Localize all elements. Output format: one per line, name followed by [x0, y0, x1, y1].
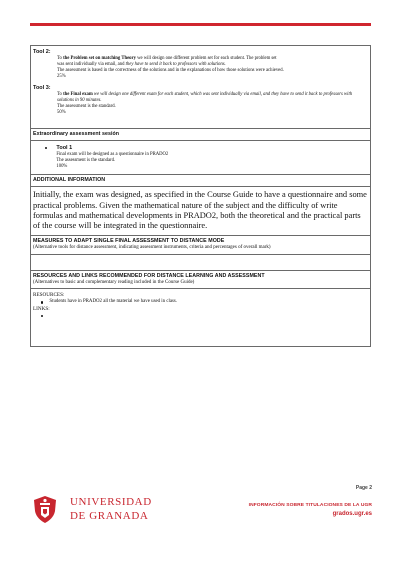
footer-right	[249, 485, 372, 517]
links-label: LINKS:	[33, 305, 50, 312]
extraordinary-heading-row	[31, 129, 370, 141]
tool3-body	[31, 92, 370, 116]
extraordinary-line2: The assessment is the standard.	[56, 158, 116, 164]
tool3-line1-c: we will design one different exam for each student, which was sent individually via email, and they have to send it back to professors with solutions in 90 minutes.	[57, 92, 353, 104]
university-name	[70, 495, 152, 523]
tool2-line2-a: was sent individually via email, and	[57, 62, 126, 68]
tool2-line1-b: the Problem set on matching Theory	[63, 56, 136, 61]
additional-body-row	[31, 187, 370, 236]
tool2-line1-a: To	[57, 56, 64, 61]
bullet-icon	[41, 315, 43, 317]
extraordinary-body	[31, 141, 370, 175]
tool2-line1-c: we will design one different problem set for each student. The problem set	[135, 56, 277, 61]
measures-row	[31, 236, 370, 254]
tool3-line1-a: To	[57, 92, 64, 98]
tool3-title: Tool 3:	[33, 85, 51, 92]
page-number: Page 2	[355, 485, 372, 491]
resources-body	[31, 289, 370, 321]
tool2-line2-b: they have to send it back to professors with solutions.	[125, 62, 226, 68]
resources-item-text: Students have in PRADO2 all the material we have used in class.	[49, 299, 178, 304]
extraordinary-tool-item	[45, 145, 368, 170]
tool3-line2: The assessment is the standard.	[57, 104, 116, 110]
links-list-item	[33, 313, 368, 318]
tool3-line1-b: the Final exam	[63, 92, 93, 98]
measures-empty-row	[31, 255, 370, 271]
extraordinary-weight: 100%	[56, 164, 68, 170]
tool3-weight: 50%	[57, 110, 66, 116]
additional-body: Initially, the exam was designed, as specified in the Course Guide to have a questionnaire and some practical problems. Given the mathematical nature of the subject and the difficulty of write formulas and mathematical developments in PRADO2, both the theoretical and the practical parts of the course will be integrated in the questionnaire.	[33, 190, 367, 231]
tools-section	[31, 46, 370, 129]
university-name-line1: UNIVERSIDAD	[70, 496, 152, 508]
header-accent-bar	[30, 23, 371, 26]
assessment-table	[30, 45, 371, 347]
tool2-title: Tool 2:	[33, 49, 51, 55]
extraordinary-line1: Final exam will be designed as a questionnaire in PRADO2	[56, 152, 169, 158]
additional-heading-row	[31, 175, 370, 187]
resources-heading: RESOURCES AND LINKS RECOMMENDED FOR DISTANCE LEARNING AND ASSESSMENT	[33, 272, 265, 279]
extraordinary-tool-title: Tool 1	[56, 145, 73, 152]
footer-info: INFORMACIÓN SOBRE TITULACIONES DE LA UGR	[248, 503, 372, 508]
bullet-icon	[41, 301, 43, 303]
extraordinary-heading: Extraordinary assessment sesión	[33, 131, 120, 138]
bullet-icon	[45, 147, 47, 149]
university-logo	[30, 493, 200, 525]
tool2-line3: The assessment is based in the correctness of the solutions and in the explanations of how those solutions were achieved.	[57, 68, 284, 74]
university-crest-icon	[30, 494, 60, 524]
resources-heading-row	[31, 271, 370, 289]
measures-subheading: (Alternative tools for distance assessment, indicating assessment instruments, criteria and percentages of overall mark)	[33, 245, 271, 251]
resources-list-item	[33, 299, 368, 306]
tool2-weight: 25%	[57, 74, 66, 80]
additional-heading: ADDITIONAL INFORMATION	[33, 177, 106, 184]
tool3-line1	[57, 92, 364, 104]
resources-subheading: (Alternatives to basic and complementary reading included in the Course Guide)	[33, 279, 195, 285]
university-name-line2: DE GRANADA	[70, 510, 149, 522]
resources-body-row	[31, 289, 370, 346]
extraordinary-tool-content	[56, 145, 168, 170]
footer-site-link[interactable]: grados.ugr.es	[332, 511, 372, 517]
measures-heading: MEASURES TO ADAPT SINGLE FINAL ASSESSMENT TO DISTANCE MODE	[33, 238, 225, 245]
tool2-body	[31, 56, 370, 80]
resources-label: RESOURCES:	[33, 291, 65, 298]
